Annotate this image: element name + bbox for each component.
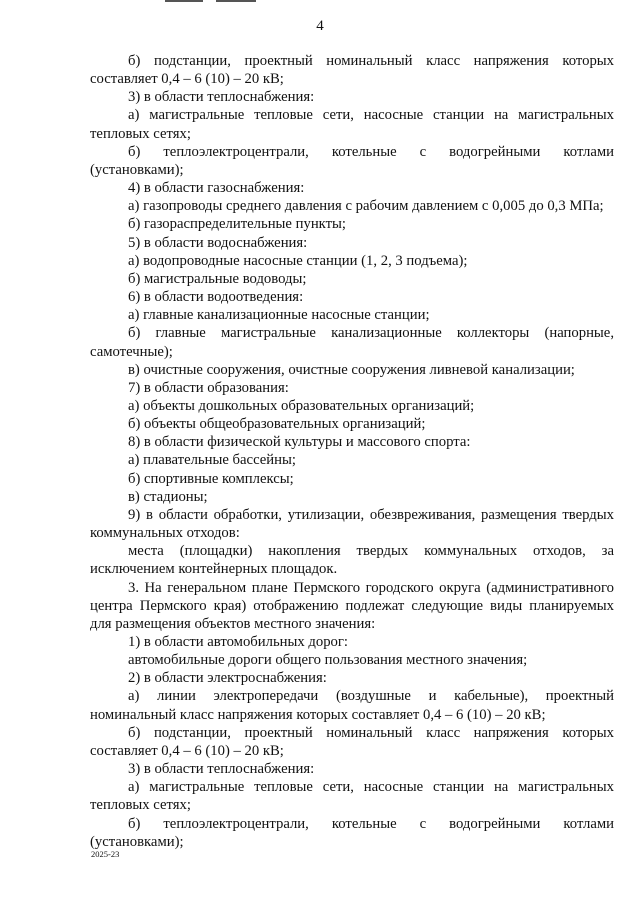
paragraph: 6) в области водоотведения: (128, 289, 304, 306)
document-code: 2025-23 (91, 849, 120, 859)
paragraph: б) магистральные водоводы; (128, 270, 307, 287)
paragraph: 8) в области физической культуры и массового спорта: (128, 434, 471, 451)
paragraph: б) теплоэлектроцентрали, котельные с водогрейными котлами (установками); (90, 143, 614, 178)
paragraph: а) объекты дошкольных образовательных организаций; (128, 397, 475, 414)
paragraph: 7) в области образования: (128, 379, 289, 396)
paragraph: 4) в области газоснабжения: (128, 180, 305, 197)
paragraph: автомобильные дороги общего пользования местного значения; (128, 652, 528, 669)
paragraph: 5) в области водоснабжения: (128, 234, 308, 251)
paragraph: а) плавательные бассейны; (128, 452, 296, 469)
paragraph: б) подстанции, проектный номинальный класс напряжения которых составляет 0,4 – 6 (10) – 20 кВ; (90, 53, 614, 88)
paragraph: а) магистральные тепловые сети, насосные станции на магистральных тепловых сетях; (90, 779, 614, 814)
paragraph: 3) в области теплоснабжения: (128, 89, 315, 106)
paragraph: 9) в области обработки, утилизации, обезвреживания, размещения твердых коммунальных отходов: (90, 506, 614, 542)
document-body (90, 52, 614, 851)
paragraph: 1) в области автомобильных дорог: (128, 634, 349, 650)
paragraph: 2) в области электроснабжения: (128, 670, 327, 687)
paragraph: а) линии электропередачи (воздушные и кабельные), проектный номинальный класс напряжения которых составляет 0,4 – 6 (10) – 20 кВ; (90, 688, 614, 723)
paragraph: а) газопроводы среднего давления с рабочим давлением с 0,005 до 0,3 МПа; (128, 198, 604, 215)
paragraph: б) теплоэлектроцентрали, котельные с водогрейными котлами (установками); (90, 815, 614, 850)
paragraph: а) магистральные тепловые сети, насосные станции на магистральных тепловых сетях; (90, 107, 614, 142)
scan-artifact-mark (165, 0, 203, 2)
paragraph: а) водопроводные насосные станции (1, 2, 3 подъема); (128, 252, 468, 269)
page-number: 4 (316, 18, 324, 34)
paragraph: б) спортивные комплексы; (128, 470, 294, 487)
paragraph: а) главные канализационные насосные станции; (128, 307, 430, 324)
paragraph: места (площадки) накопления твердых коммунальных отходов, за исключением контейнерных площадок. (90, 543, 614, 578)
paragraph: в) очистные сооружения, очистные сооружения ливневой канализации; (128, 361, 575, 378)
paragraph: 3) в области теплоснабжения: (128, 761, 315, 778)
paragraph: б) подстанции, проектный номинальный класс напряжения которых составляет 0,4 – 6 (10) – 20 кВ; (90, 724, 614, 759)
paragraph: б) газораспределительные пункты; (128, 216, 346, 233)
paragraph: 3. На генеральном плане Пермского городского округа (административного центра Пермского края) отображению подлежат следующие виды планируемых для размещения объектов местного значения: (90, 579, 614, 632)
scan-artifact-mark (216, 0, 256, 2)
paragraph: б) главные магистральные канализационные коллекторы (напорные, самотечные); (90, 325, 614, 360)
paragraph: в) стадионы; (128, 488, 208, 505)
paragraph: б) объекты общеобразовательных организаций; (128, 416, 426, 433)
